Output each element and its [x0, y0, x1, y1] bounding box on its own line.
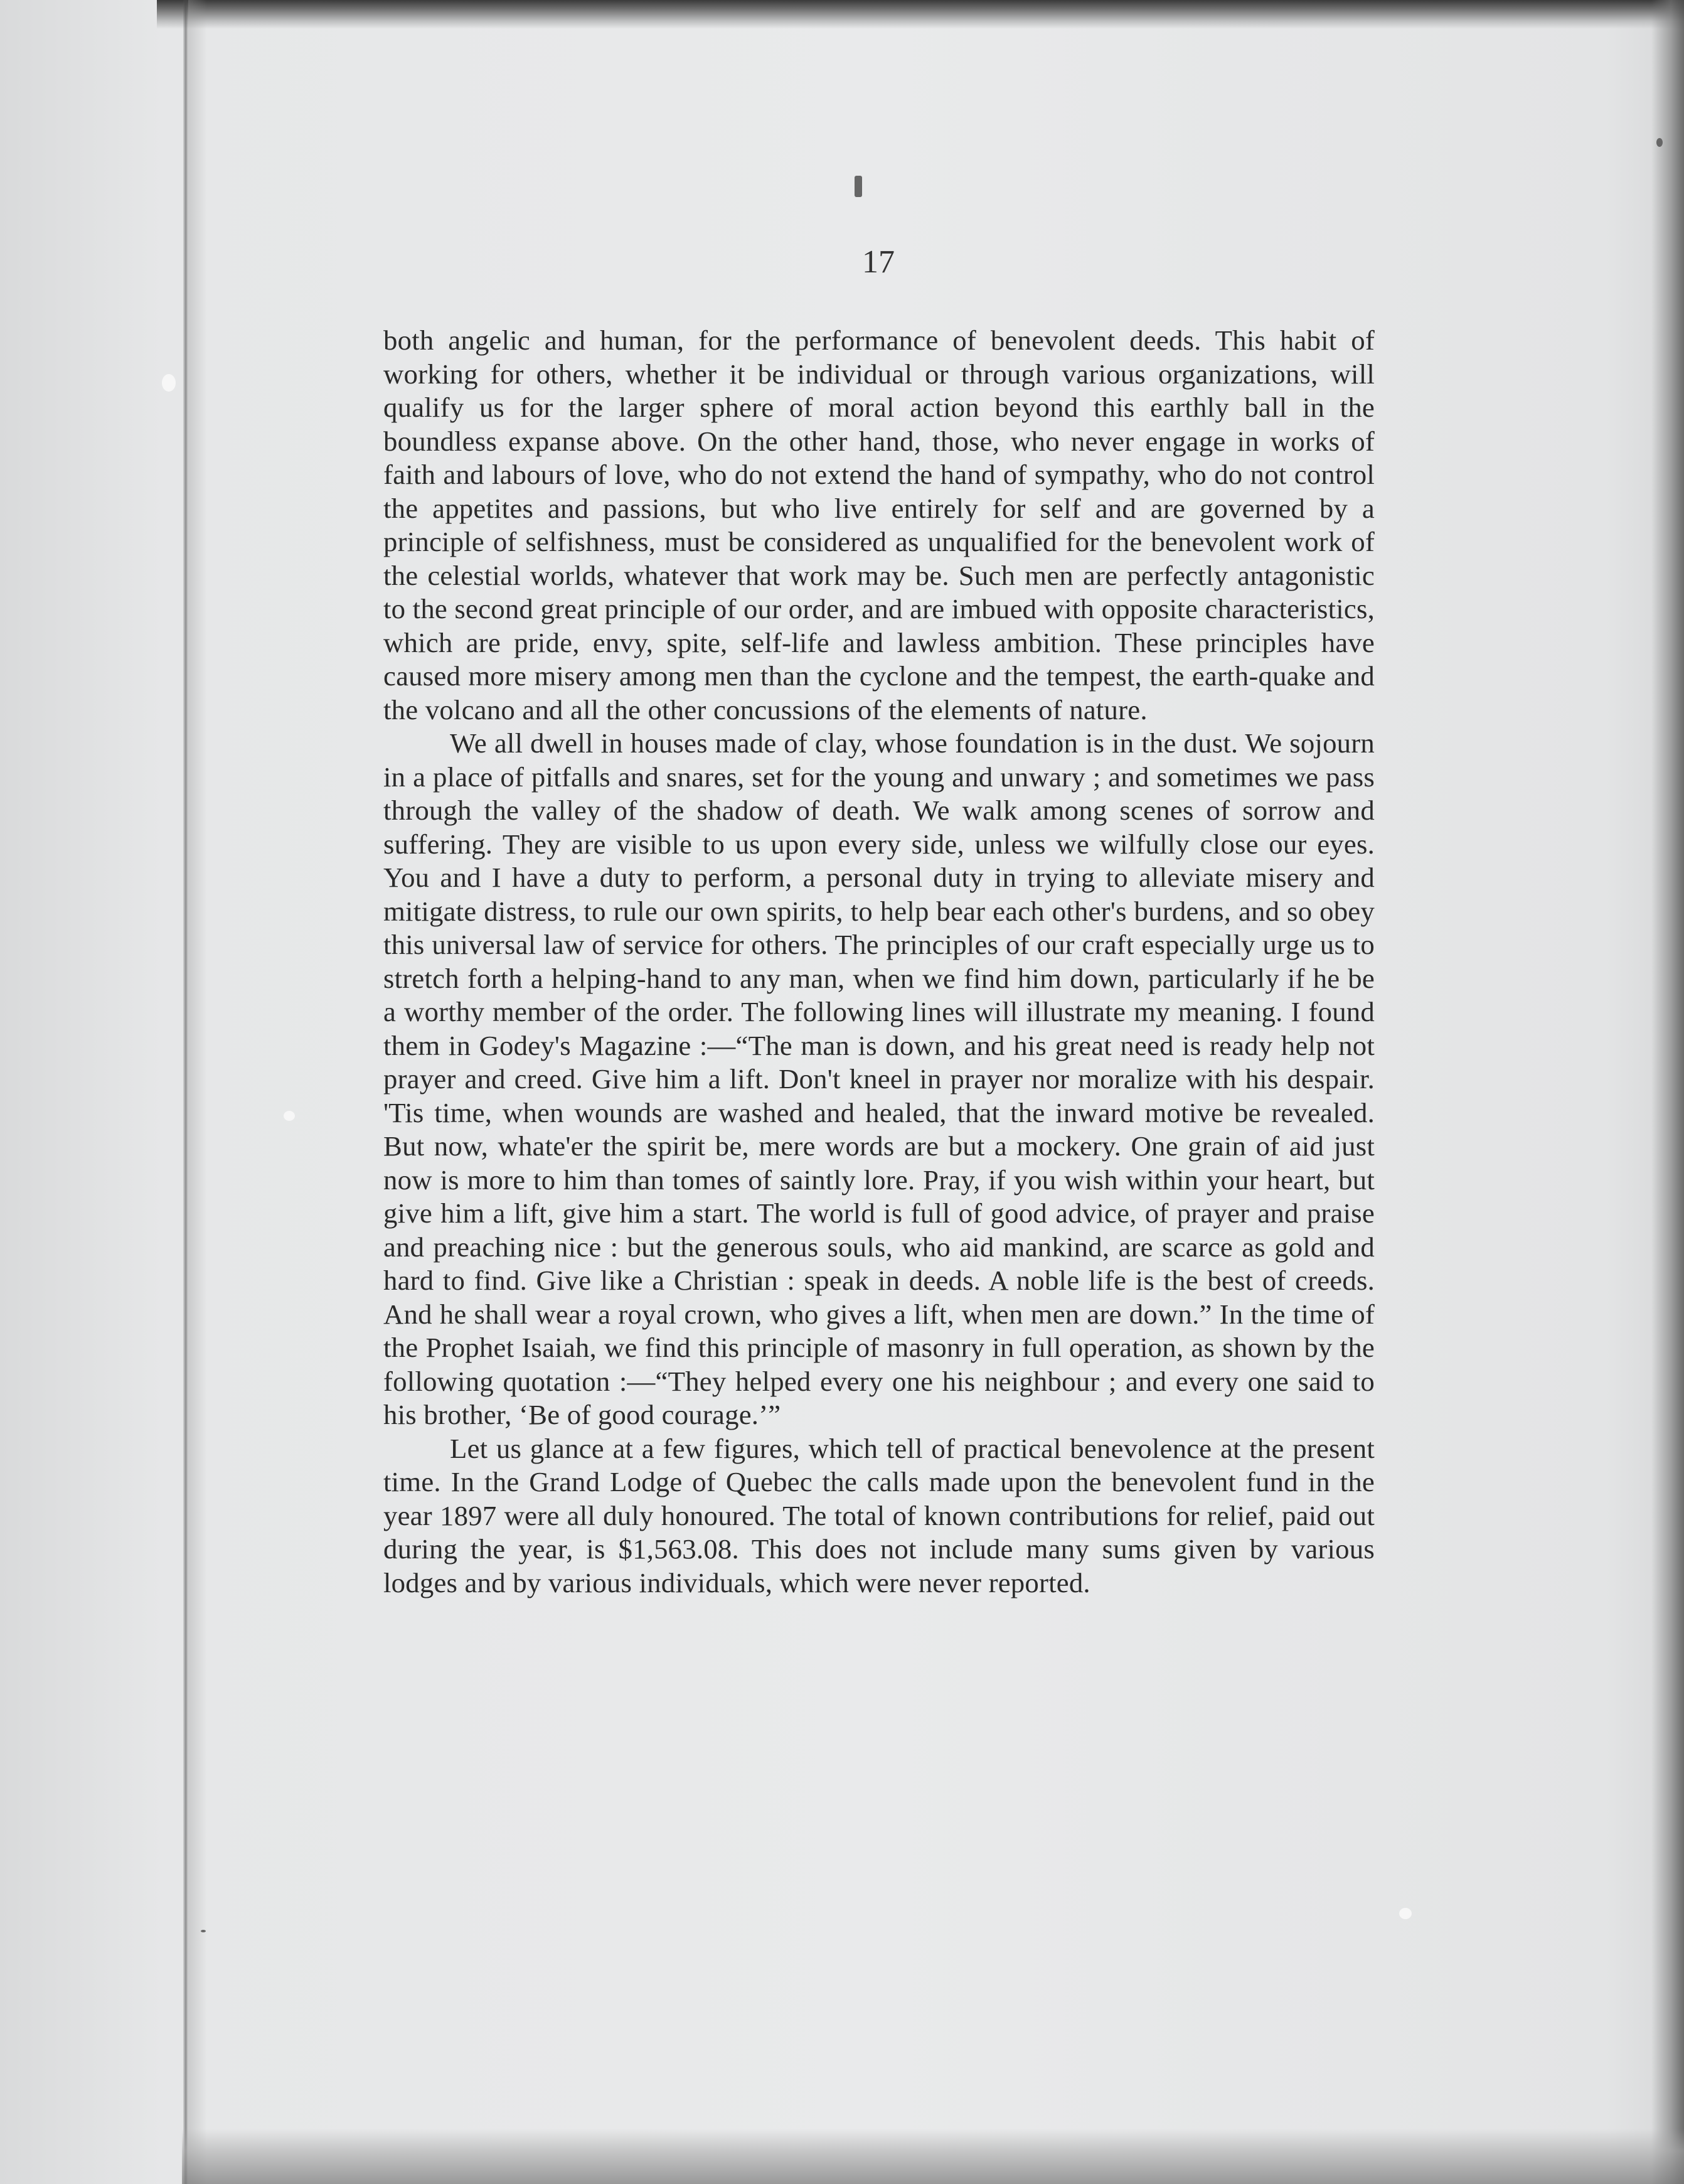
right-page-edge: [1651, 0, 1684, 2184]
page-fold-line: [183, 0, 188, 2184]
binding-edge: [157, 0, 1684, 29]
paragraph: We all dwell in houses made of clay, whose foundation is in the dust. We sojourn in a place of pitfalls and snares, set for the young and unwary ; and sometimes we pass through the valley of the shadow of death. We walk among scenes of sorrow and suffering. They are visible to us upon every side, unless we wilfully close our eyes. You and I have a duty to perform, a personal duty in trying to alleviate misery and mitigate distress, to rule our own spirits, to help bear each other's burdens, and so obey this universal law of service for others. The principles of our craft especially urge us to stretch forth a helping-hand to any man, when we find him down, particularly if he be a worthy member of the order. The following lines will illustrate my meaning. I found them in Godey's Magazine :—“The man is down, and his great need is ready help not prayer and creed. Give him a lift. Don't kneel in prayer nor moralize with his despair. 'Tis time, when wounds are washed and healed, that the inward motive be revealed. But now, whate'er the spirit be, mere words are but a mockery. One grain of aid just now is more to him than tomes of saintly lore. Pray, if you wish within your heart, but give him a lift, give him a start. The world is full of good advice, of prayer and praise and preaching nice : but the generous souls, who aid mankind, are scarce as gold and hard to find. Give like a Christian : speak in deeds. A noble life is the best of creeds. And he shall wear a royal crown, who gives a lift, when men are down.” In the time of the Prophet Isaiah, we find this principle of masonry in full operation, as shown by the following quotation :—“They helped every one his neighbour ; and every one said to his brother, ‘Be of good courage.’”: [383, 727, 1375, 1430]
paragraph: Let us glance at a few figures, which tell of practical benevolence at the present time. In the Grand Lodge of Quebec the calls made upon the benevolent fund in the year 1897 were all duly honoured. The total of known contributions for relief, paid out during the year, is $1,563.08. This does not include many sums given by various lodges and by various individuals, which were never reported.: [383, 1432, 1375, 1598]
scan-speck: [162, 374, 176, 392]
scan-speck: [1399, 1908, 1412, 1919]
scan-speck: [201, 1930, 206, 1932]
page-number: 17: [862, 244, 895, 280]
bottom-page-edge: [182, 2129, 1684, 2184]
body-text: [383, 324, 1375, 1600]
scan-speck: [284, 1111, 295, 1121]
paragraph: both angelic and human, for the performance of benevolent deeds. This habit of working for others, whether it be individual or through various organizations, will qualify us for the larger sphere of moral action beyond this earthly ball in the boundless expanse above. On the other hand, those, who never engage in works of faith and labours of love, who do not extend the hand of sympathy, who do not control the appetites and passions, but who live entirely for self and are governed by a principle of selfishness, must be considered as unqualified for the benevolent work of the celestial worlds, whatever that work may be. Such men are perfectly antagonistic to the second great principle of our order, and are imbued with opposite characteristics, which are pride, envy, spite, self-life and lawless ambition. These principles have caused more misery among men than the cyclone and the tempest, the earth-quake and the volcano and all the other concussions of the elements of nature.: [383, 324, 1375, 725]
scan-speck: [1656, 138, 1663, 147]
scan-speck: [855, 176, 862, 197]
page-fold-shadow: [188, 0, 207, 2184]
